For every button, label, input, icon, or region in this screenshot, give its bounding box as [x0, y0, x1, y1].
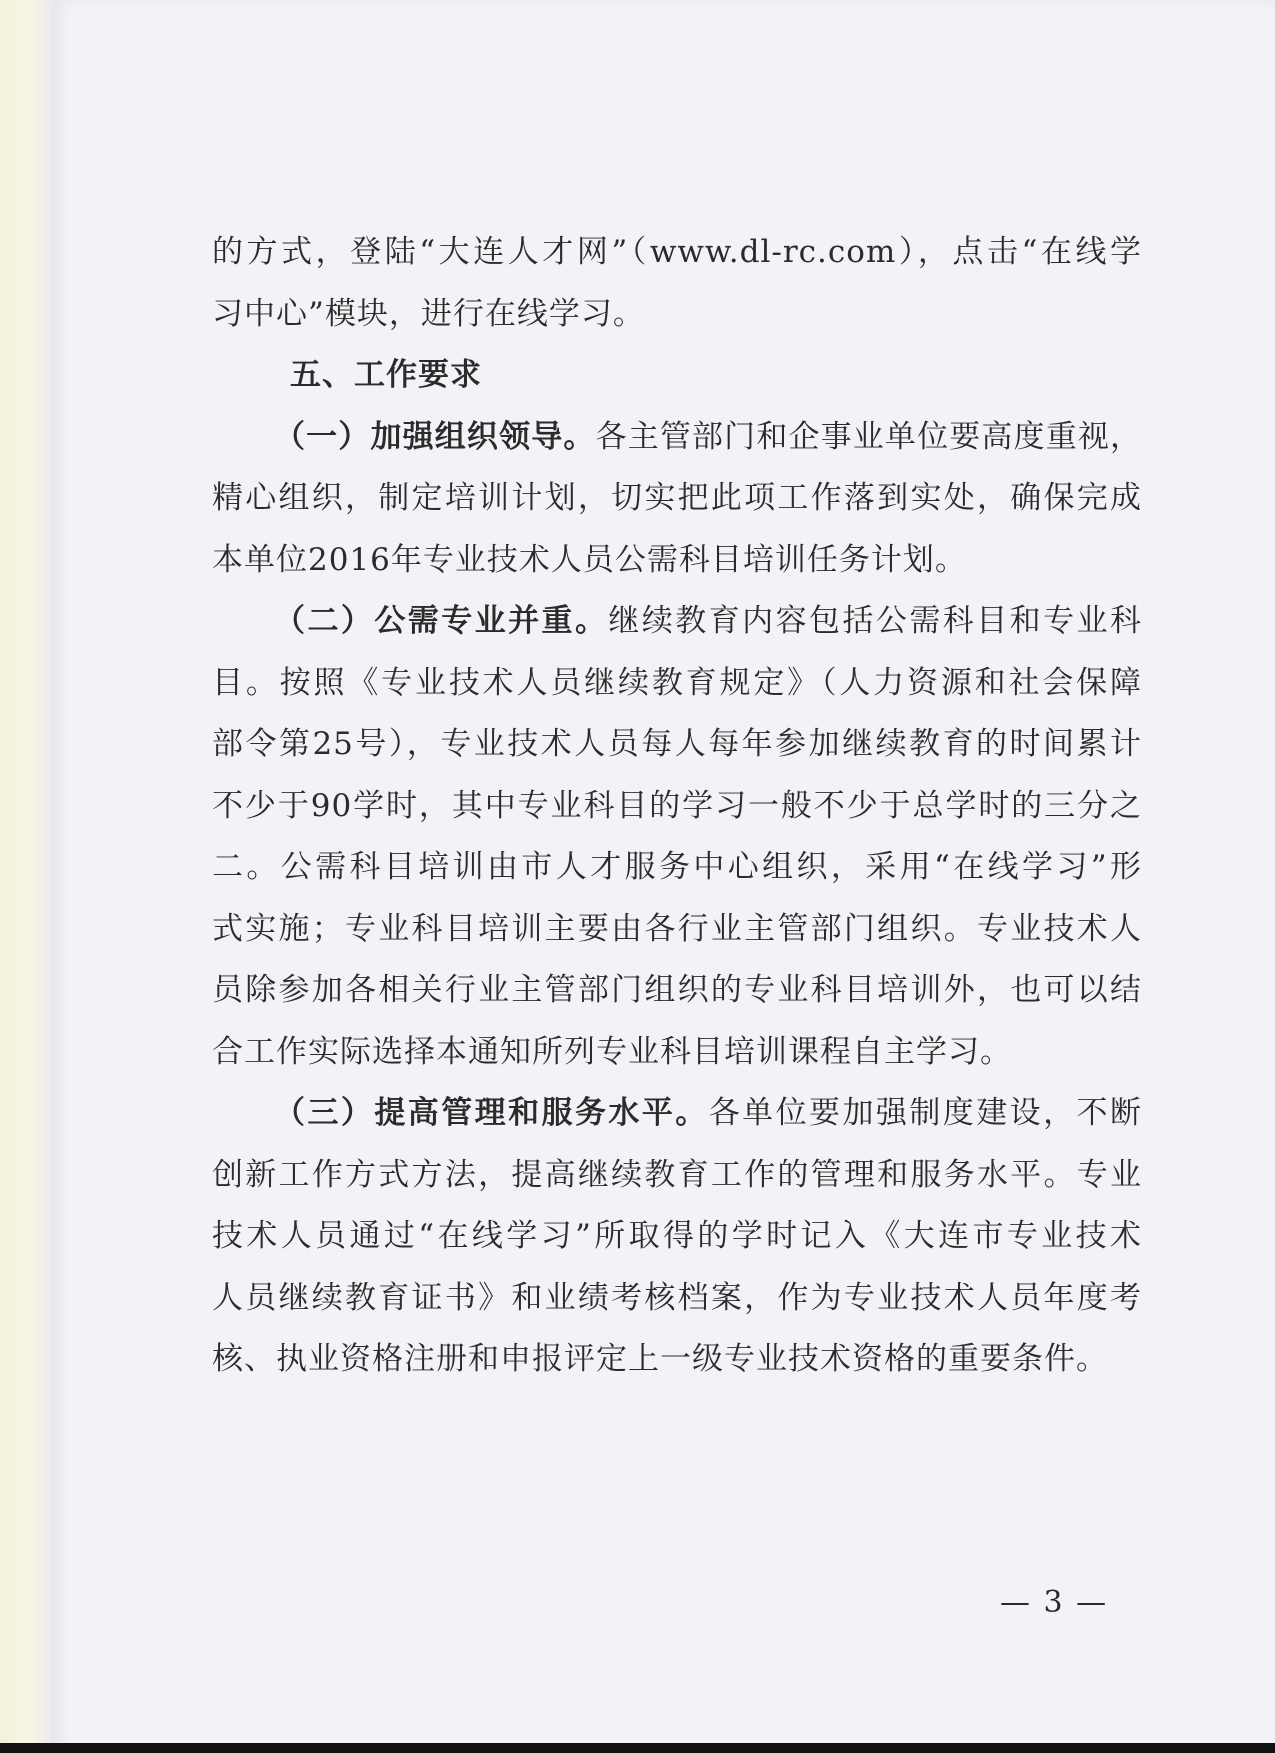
- item-1-first-line: [212, 407, 1142, 469]
- body-line: 技术人员通过“在线学习”所取得的学时记入《大连市专业技术: [212, 1218, 1142, 1254]
- document-body: [212, 222, 1142, 1391]
- item-2-text: 继续教育内容包括公需科目和专业科: [608, 603, 1143, 639]
- body-line: 目。按照《专业技术人员继续教育规定》（人力资源和社会保障: [212, 664, 1142, 701]
- body-line: 精心组织，制定培训计划，切实把此项工作落到实处，确保完成: [212, 480, 1142, 516]
- body-line: 不少于90学时，其中专业科目的学习一般不少于总学时的三分之: [212, 787, 1142, 824]
- item-1-title: （一）加强组织领导。: [274, 418, 596, 455]
- body-line: 习中心”模块，进行在线学习。: [212, 295, 645, 332]
- item-1-text: 各主管部门和企事业单位要高度重视，: [595, 418, 1143, 455]
- body-line: 式实施；专业科目培训主要由各行业主管部门组织。专业技术人: [212, 910, 1142, 947]
- item-3-title: （三）提高管理和服务水平。: [274, 1095, 709, 1131]
- item-3-text: 各单位要加强制度建设，不断: [708, 1095, 1142, 1131]
- body-line: 二。公需科目培训由市人才服务中心组织，采用“在线学习”形: [212, 849, 1142, 885]
- item-3-first-line: [212, 1083, 1142, 1145]
- body-line: 人员继续教育证书》和业绩考核档案，作为专业技术人员年度考: [212, 1279, 1142, 1316]
- body-line: 核、执业资格注册和申报评定上一级专业技术资格的重要条件。: [212, 1341, 1108, 1377]
- page-number: — 3 —: [1000, 1585, 1109, 1620]
- body-line: 的方式，登陆“大连人才网”（www.dl-rc.com），点击“在线学: [212, 234, 1142, 270]
- body-line: 本单位2016年专业技术人员公需科目培训任务计划。: [212, 541, 967, 578]
- scan-edge: [0, 0, 52, 1753]
- section-heading: 五、工作要求: [290, 357, 482, 393]
- body-line: 员除参加各相关行业主管部门组织的专业科目培训外，也可以结: [212, 972, 1142, 1008]
- body-line: 部令第25号），专业技术人员每人每年参加继续教育的时间累计: [212, 726, 1142, 762]
- body-line: 合工作实际选择本通知所列专业科目培训课程自主学习。: [212, 1033, 1012, 1070]
- item-2-title: （二）公需专业并重。: [274, 603, 609, 639]
- item-2-first-line: [212, 591, 1142, 653]
- scan-bottom-edge: [0, 1743, 1275, 1753]
- body-line: 创新工作方式方法，提高继续教育工作的管理和服务水平。专业: [212, 1156, 1142, 1193]
